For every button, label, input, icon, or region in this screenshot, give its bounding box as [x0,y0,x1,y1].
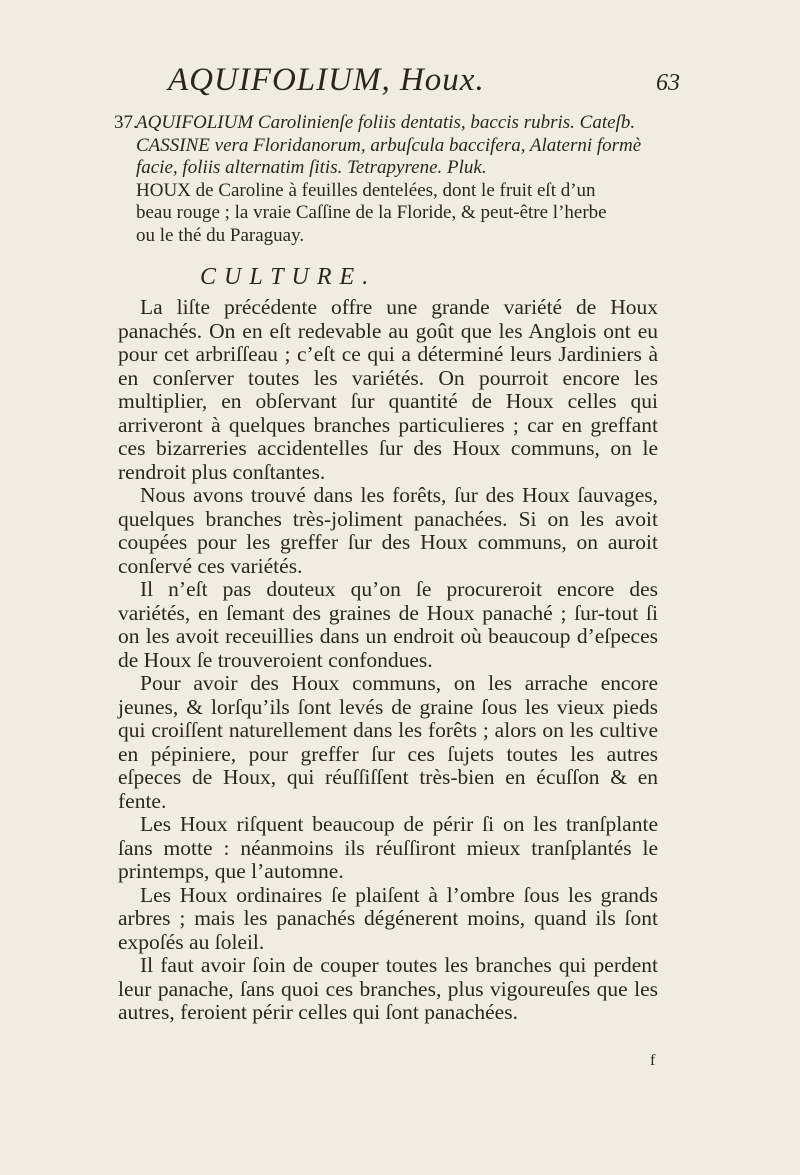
entry-line: facie, foliis alternatim ſitis. Tetrapyrene. Pluk. [136,157,487,178]
running-head [0,62,800,112]
paragraph: Nous avons trouvé dans les forêts, ſur des Houx ſauvages, quelques branches très-joliment panachées. Si on les avoit coupées pour les greffer ſur des Houx communs, on auroit conſervé ces variétés. [118,483,658,578]
entry-line: AQUIFOLIUM Carolinienſe foliis dentatis, baccis rubris. Cateſb. [136,112,636,133]
paragraph: Il n’eſt pas douteux qu’on ſe procureroit encore des variétés, en ſemant des graines de Houx panaché ; ſur-tout ſi on les avoit receuillies dans un endroit où beaucoup d’eſpeces de Houx ſe trouveroient confondues. [118,577,658,672]
signature-mark: f [650,1052,656,1069]
entry-line: HOUX de Caroline à feuilles dentelées, dont le fruit eſt d’un [136,179,596,201]
paragraph: La liſte précédente offre une grande variété de Houx panachés. On en eſt redevable au goût que les Anglois ont eu pour cet arbriſſeau ; c’eſt ce qui a déterminé leurs Jardiniers à en conſerver toutes les variétés. On pourroit encore les multiplier, en obſervant ſur quantité de Houx celles qui arriveront à quelques branches particulieres ; car en greffant ces bizarreries accidentelles ſur des Houx communs, on le rendroit plus conſtantes. [118,295,658,484]
page-number: 63 [656,70,680,96]
section-heading: CULTURE. [200,264,377,290]
entry-line: beau rouge ; la vraie Caſſine de la Floride, & peut-être l’herbe [136,202,607,223]
body-text [118,296,658,1025]
entry-line: CASSINE vera Floridanorum, arbuſcula baccifera, Alaterni formè [136,134,642,156]
paragraph: Les Houx ordinaires ſe plaiſent à l’ombre ſous les grands arbres ; mais les panachés dégénerent moins, quand ils ſont expoſés au ſoleil. [118,882,658,954]
running-title: AQUIFOLIUM, Houx. [168,62,485,98]
paragraph: Il faut avoir ſoin de couper toutes les branches qui perdent leur panache, ſans quoi ces branches, plus vigoureuſes que les autres, feroient périr celles qui ſont panachées. [118,953,658,1024]
entry-line: ou le thé du Paraguay. [136,224,305,246]
entry-number: 37. [114,112,138,133]
paragraph: Pour avoir des Houx communs, on les arrache encore jeunes, & lorſqu’ils ſont levés de graine ſous les vieux pieds qui croiſſent naturellement dans les forêts ; alors on les cultive en pépiniere, pour greffer ſur ces ſujets toutes les autres eſpeces de Houx, qui réuſſiſſent très-bien en écuſſon & en fente. [118,671,658,813]
species-entry [114,112,666,247]
paragraph: Les Houx riſquent beaucoup de périr ſi on les tranſplante ſans motte : néanmoins ils réuſſiront mieux tranſplantés le printemps, que l’automne. [118,812,658,883]
